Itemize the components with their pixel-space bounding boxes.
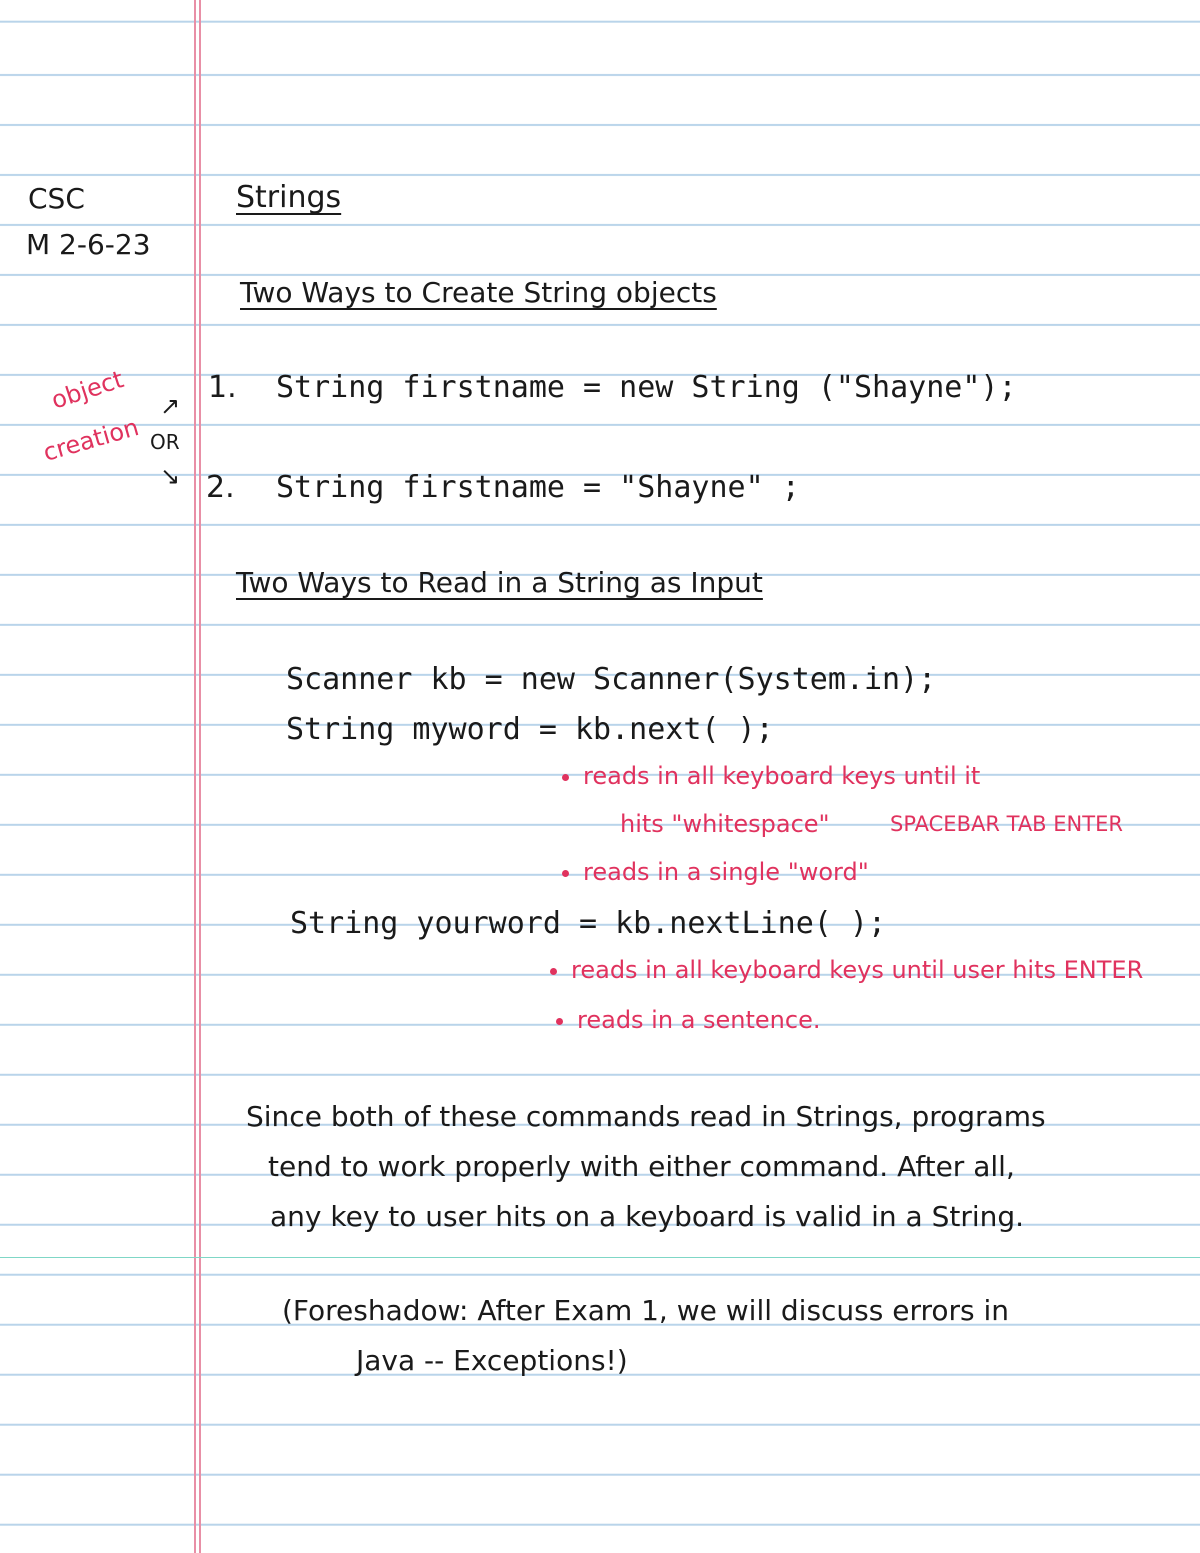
item2-code: String firstname = "Shayne" ; <box>276 470 800 505</box>
course-label: CSC <box>28 182 85 215</box>
item1-number: 1. <box>208 370 237 405</box>
paragraph-line3: any key to user hits on a keyboard is valid in a String. <box>270 1200 1025 1233</box>
side-note-line2: creation <box>40 412 142 467</box>
bullet-icon <box>556 1018 563 1025</box>
item1-code: String firstname = new String ("Shayne"); <box>276 370 1017 405</box>
page-fold-line <box>0 1257 1200 1258</box>
foreshadow-line2: Java -- Exceptions!) <box>356 1344 628 1377</box>
margin-line-left <box>194 0 196 1553</box>
margin-line-right <box>199 0 201 1553</box>
date-label: M 2-6-23 <box>26 228 151 261</box>
item2-number: 2. <box>206 470 235 505</box>
note-next-2: hits "whitespace" <box>620 810 830 838</box>
or-label: OR <box>150 430 180 454</box>
note-next-3: reads in a single "word" <box>562 858 869 886</box>
note-next-1: reads in all keyboard keys until it <box>562 762 980 790</box>
page-title: Strings <box>236 180 342 215</box>
note-nextline-1: reads in all keyboard keys until user hits ENTER <box>550 956 1143 984</box>
bullet-icon <box>562 774 569 781</box>
paragraph-line2: tend to work properly with either command. After all, <box>268 1150 1015 1183</box>
bullet-icon <box>562 870 569 877</box>
arrow-up-icon: ↗ <box>160 392 181 420</box>
note-next-keys: SPACEBAR TAB ENTER <box>890 812 1123 836</box>
paragraph-line1: Since both of these commands read in Strings, programs <box>246 1100 1046 1133</box>
bullet-icon <box>550 968 557 975</box>
section1-heading: Two Ways to Create String objects <box>240 276 717 309</box>
arrow-down-icon: ↘ <box>160 462 181 490</box>
section2-heading: Two Ways to Read in a String as Input <box>236 566 763 599</box>
foreshadow-line1: (Foreshadow: After Exam 1, we will discuss errors in <box>282 1294 1010 1327</box>
side-note-line1: object <box>48 365 128 415</box>
nextline-line: String yourword = kb.nextLine( ); <box>290 906 887 941</box>
scanner-line: Scanner kb = new Scanner(System.in); <box>286 662 937 697</box>
next-line: String myword = kb.next( ); <box>286 712 774 747</box>
note-nextline-2: reads in a sentence. <box>556 1006 820 1034</box>
